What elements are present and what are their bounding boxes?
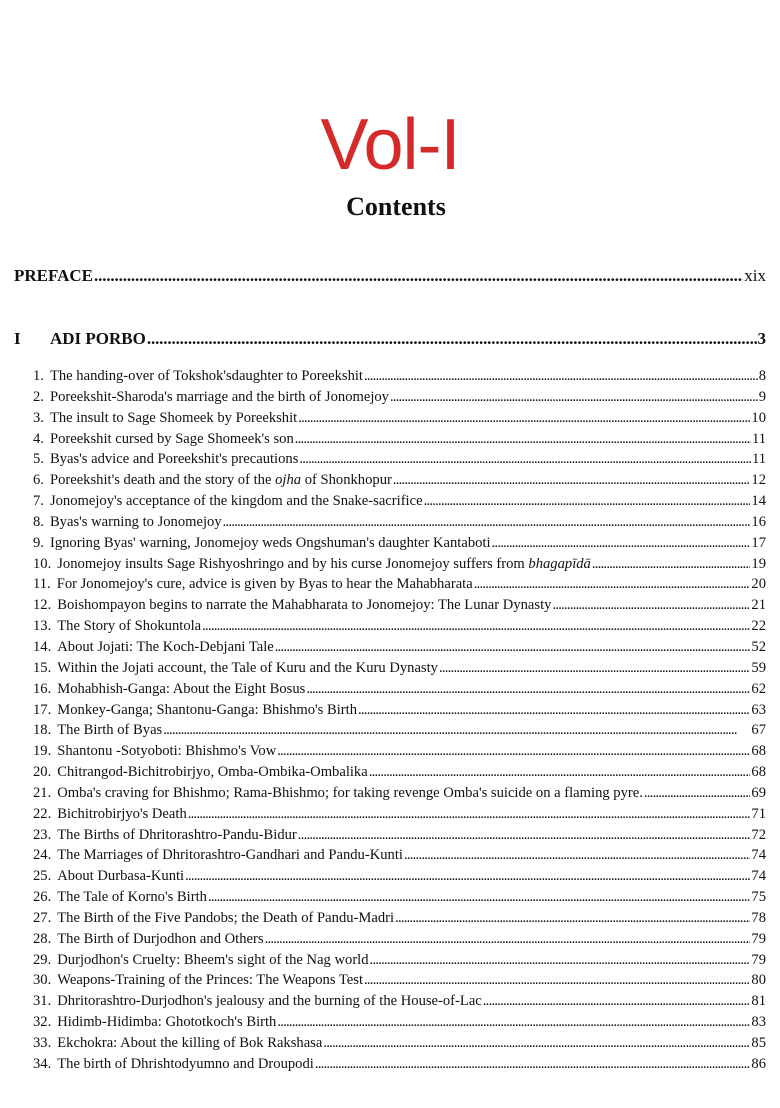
part-entry bbox=[14, 329, 766, 349]
entry-number: 19. bbox=[33, 743, 52, 760]
entry-page: 59 bbox=[751, 659, 766, 676]
entry-number: 25. bbox=[33, 868, 52, 885]
entry-title: Jonomejoy's acceptance of the kingdom and the Snake-sacrifice bbox=[49, 493, 423, 510]
entry-page: 10 bbox=[751, 409, 766, 426]
entry-title: Jonomejoy insults Sage Rishyoshringo and by his curse Jonomejoy suffers from bhagapīdā bbox=[57, 555, 591, 572]
toc-entry bbox=[33, 845, 766, 866]
entry-title: Omba's craving for Bhishmo; Rama-Bhishmo; for taking revenge Omba's suicide on a flaming pyre. bbox=[57, 784, 643, 801]
entry-number: 28. bbox=[33, 930, 52, 947]
dot-leader bbox=[298, 408, 750, 429]
entry-page: 68 bbox=[751, 743, 766, 760]
entry-page: 79 bbox=[751, 951, 766, 968]
toc-entry bbox=[33, 950, 766, 971]
entry-title: The Birth of Durjodhon and Others bbox=[57, 930, 264, 947]
entry-number: 11. bbox=[33, 576, 51, 593]
entry-title: The insult to Sage Shomeek by Poreekshit bbox=[49, 409, 298, 426]
entry-page: 85 bbox=[751, 1035, 766, 1051]
dot-leader bbox=[364, 970, 750, 991]
entry-title: Ekchokra: About the killing of Bok Rakshasa bbox=[57, 1035, 323, 1051]
entry-page: 78 bbox=[751, 909, 766, 926]
toc-entry bbox=[33, 970, 766, 991]
dot-leader bbox=[208, 887, 750, 908]
entry-number: 13. bbox=[33, 618, 52, 635]
dot-leader bbox=[358, 700, 750, 721]
entry-page: 63 bbox=[751, 701, 766, 718]
entry-title: Poreekshit's death and the story of the ojha of Shonkhopur bbox=[49, 472, 392, 489]
entry-page: 79 bbox=[751, 930, 766, 947]
entry-title: Ignoring Byas' warning, Jonomejoy weds Ongshuman's daughter Kantaboti bbox=[49, 534, 491, 551]
toc-entry bbox=[33, 783, 766, 804]
entry-title-italic: bhagapīdā bbox=[528, 555, 591, 572]
toc-entry bbox=[33, 825, 766, 846]
entry-number: 33. bbox=[33, 1035, 52, 1051]
entry-title: For Jonomejoy's cure, advice is given by Byas to hear the Mahabharata bbox=[56, 576, 473, 593]
toc-entry bbox=[33, 908, 766, 929]
entry-number: 7. bbox=[33, 493, 44, 510]
entry-number: 2. bbox=[33, 388, 44, 405]
toc-entry bbox=[33, 991, 766, 1012]
entry-page: 9 bbox=[758, 388, 766, 405]
dot-leader bbox=[644, 783, 751, 804]
entry-title: Bichitrobirjyo's Death bbox=[57, 805, 187, 822]
entry-title: Chitrangod-Bichitrobirjyo, Omba-Ombika-Ombalika bbox=[57, 764, 368, 781]
toc-entry bbox=[33, 574, 766, 595]
toc-entry bbox=[33, 762, 766, 783]
entry-page: 19 bbox=[751, 555, 766, 572]
part-number: I bbox=[14, 329, 21, 348]
entry-title: Byas's warning to Jonomejoy bbox=[49, 513, 222, 530]
dot-leader bbox=[277, 1012, 750, 1033]
entry-page: 20 bbox=[751, 576, 766, 593]
toc-entry bbox=[33, 637, 766, 658]
entry-title: The handing-over of Tokshok'sdaughter to Poreekshit bbox=[49, 368, 363, 384]
toc-entry bbox=[33, 720, 766, 741]
entry-number: 1. bbox=[33, 368, 44, 384]
toc-entry bbox=[33, 512, 766, 533]
entry-number: 31. bbox=[33, 993, 52, 1010]
entry-title: Hidimb-Hidimba: Ghototkoch's Birth bbox=[57, 1014, 277, 1031]
toc-entry bbox=[33, 866, 766, 887]
entry-number: 21. bbox=[33, 784, 52, 801]
preface-entry bbox=[14, 266, 766, 286]
dot-leader bbox=[147, 329, 757, 349]
entry-title: About Jojati: The Koch-Debjani Tale bbox=[57, 638, 274, 655]
entry-number: 8. bbox=[33, 513, 44, 530]
entry-title: The Marriages of Dhritorashtro-Gandhari and Pandu-Kunti bbox=[57, 847, 403, 864]
dot-leader bbox=[298, 825, 751, 846]
dot-leader bbox=[94, 266, 743, 286]
entry-page: 67 bbox=[751, 722, 766, 739]
entry-page: 21 bbox=[751, 597, 766, 614]
entry-page: 83 bbox=[751, 1014, 766, 1031]
dot-leader bbox=[265, 929, 751, 950]
toc-entry bbox=[33, 741, 766, 762]
entry-number: 6. bbox=[33, 472, 44, 489]
dot-leader bbox=[295, 429, 751, 450]
entry-title: The Story of Shokuntola bbox=[57, 618, 202, 635]
toc-entry bbox=[33, 470, 766, 491]
preface-page: xix bbox=[744, 266, 766, 285]
toc-entry bbox=[33, 804, 766, 825]
entry-number: 4. bbox=[33, 430, 44, 447]
entry-number: 15. bbox=[33, 659, 52, 676]
toc-entry bbox=[33, 700, 766, 721]
dot-leader bbox=[424, 491, 751, 512]
entry-number: 18. bbox=[33, 722, 52, 739]
toc-entry bbox=[33, 887, 766, 908]
entry-number: 32. bbox=[33, 1014, 52, 1031]
entry-page: 62 bbox=[751, 680, 766, 697]
dot-leader bbox=[315, 1054, 751, 1075]
entry-page: 72 bbox=[751, 826, 766, 843]
entry-page: 22 bbox=[751, 618, 766, 635]
entry-number: 10. bbox=[33, 555, 52, 572]
entry-page: 74 bbox=[751, 847, 766, 864]
dot-leader bbox=[370, 950, 751, 971]
entry-number: 22. bbox=[33, 805, 52, 822]
entry-page: 71 bbox=[751, 805, 766, 822]
entry-title: Poreekshit-Sharoda's marriage and the birth of Jonomejoy bbox=[49, 388, 389, 405]
entry-title: Byas's advice and Poreekshit's precautions bbox=[49, 451, 299, 468]
entry-title: Within the Jojati account, the Tale of Kuru and the Kuru Dynasty bbox=[57, 659, 438, 676]
contents-list bbox=[33, 366, 766, 1075]
entry-title: Poreekshit cursed by Sage Shomeek's son bbox=[49, 430, 294, 447]
entry-title: Shantonu -Sotyoboti: Bhishmo's Vow bbox=[57, 743, 277, 760]
dot-leader bbox=[492, 533, 751, 554]
entry-page: 69 bbox=[751, 784, 766, 801]
dot-leader bbox=[439, 658, 750, 679]
entry-page: 17 bbox=[751, 534, 766, 551]
toc-entry bbox=[33, 449, 766, 470]
entry-page: 14 bbox=[751, 493, 766, 510]
entry-page: 8 bbox=[758, 368, 766, 384]
entry-page: 12 bbox=[751, 472, 766, 489]
entry-number: 30. bbox=[33, 972, 52, 989]
toc-entry bbox=[33, 1033, 766, 1054]
entry-title: Boishompayon begins to narrate the Mahabharata to Jonomejoy: The Lunar Dynasty bbox=[57, 597, 552, 614]
entry-number: 9. bbox=[33, 534, 44, 551]
dot-leader bbox=[395, 908, 750, 929]
dot-leader bbox=[163, 720, 750, 741]
toc-entry bbox=[33, 595, 766, 616]
entry-title: The Births of Dhritorashtro-Pandu-Bidur bbox=[57, 826, 297, 843]
entry-number: 3. bbox=[33, 409, 44, 426]
toc-entry bbox=[33, 408, 766, 429]
entry-number: 34. bbox=[33, 1055, 52, 1072]
entry-number: 26. bbox=[33, 889, 52, 906]
entry-title: The Birth of Byas bbox=[57, 722, 163, 739]
entry-page: 52 bbox=[751, 638, 766, 655]
entry-number: 16. bbox=[33, 680, 52, 697]
entry-page: 11 bbox=[751, 451, 766, 468]
entry-title: Durjodhon's Cruelty: Bheem's sight of the Nag world bbox=[57, 951, 369, 968]
entry-number: 23. bbox=[33, 826, 52, 843]
entry-number: 12. bbox=[33, 597, 52, 614]
entry-number: 17. bbox=[33, 701, 52, 718]
dot-leader bbox=[369, 762, 751, 783]
dot-leader bbox=[275, 637, 751, 658]
toc-entry bbox=[33, 429, 766, 450]
toc-entry bbox=[33, 554, 766, 575]
entry-title: The birth of Dhrishtodyumno and Droupodi bbox=[57, 1055, 314, 1072]
part-page: 3 bbox=[757, 329, 766, 348]
toc-entry bbox=[33, 1054, 766, 1075]
dot-leader bbox=[202, 616, 750, 637]
entry-title: Mohabhish-Ganga: About the Eight Bosus bbox=[57, 680, 306, 697]
dot-leader bbox=[404, 845, 750, 866]
entry-number: 27. bbox=[33, 909, 52, 926]
entry-title: Monkey-Ganga; Shantonu-Ganga: Bhishmo's Birth bbox=[57, 701, 357, 718]
part-title: ADI PORBO bbox=[50, 329, 146, 348]
dot-leader bbox=[474, 574, 751, 595]
volume-title: Vol-I bbox=[320, 105, 460, 185]
entry-title: Weapons-Training of the Princes: The Weapons Test bbox=[57, 972, 364, 989]
entry-page: 74 bbox=[751, 868, 766, 885]
dot-leader bbox=[223, 512, 751, 533]
entry-title: Dhritorashtro-Durjodhon's jealousy and the burning of the House-of-Lac bbox=[57, 993, 482, 1010]
dot-leader bbox=[364, 366, 758, 387]
dot-leader bbox=[277, 741, 750, 762]
entry-page: 86 bbox=[751, 1055, 766, 1072]
entry-number: 14. bbox=[33, 638, 52, 655]
entry-title: The Tale of Korno's Birth bbox=[57, 889, 207, 906]
toc-entry bbox=[33, 929, 766, 950]
dot-leader bbox=[393, 470, 751, 491]
preface-label: PREFACE bbox=[14, 266, 94, 285]
entry-title: The Birth of the Five Pandobs; the Death of Pandu-Madri bbox=[57, 909, 395, 926]
entry-page: 80 bbox=[751, 972, 766, 989]
dot-leader bbox=[483, 991, 751, 1012]
dot-leader bbox=[299, 449, 751, 470]
toc-entry bbox=[33, 1012, 766, 1033]
toc-entry bbox=[33, 491, 766, 512]
entry-number: 20. bbox=[33, 764, 52, 781]
entry-page: 75 bbox=[751, 889, 766, 906]
dot-leader bbox=[188, 804, 751, 825]
toc-entry bbox=[33, 679, 766, 700]
dot-leader bbox=[323, 1033, 750, 1054]
entry-number: 24. bbox=[33, 847, 52, 864]
toc-entry bbox=[33, 366, 766, 387]
entry-number: 29. bbox=[33, 951, 52, 968]
entry-title: About Durbasa-Kunti bbox=[57, 868, 185, 885]
entry-page: 81 bbox=[751, 993, 766, 1010]
entry-number: 5. bbox=[33, 451, 44, 468]
dot-leader bbox=[390, 387, 758, 408]
dot-leader bbox=[185, 866, 750, 887]
entry-title-italic: ojha bbox=[275, 472, 302, 489]
toc-entry bbox=[33, 533, 766, 554]
toc-entry bbox=[33, 658, 766, 679]
dot-leader bbox=[306, 679, 750, 700]
dot-leader bbox=[592, 554, 751, 575]
toc-entry bbox=[33, 616, 766, 637]
entry-page: 68 bbox=[751, 764, 766, 781]
contents-heading: Contents bbox=[346, 192, 446, 221]
entry-page: 16 bbox=[751, 513, 766, 530]
toc-entry bbox=[33, 387, 766, 408]
dot-leader bbox=[552, 595, 750, 616]
entry-page: 11 bbox=[751, 430, 766, 447]
